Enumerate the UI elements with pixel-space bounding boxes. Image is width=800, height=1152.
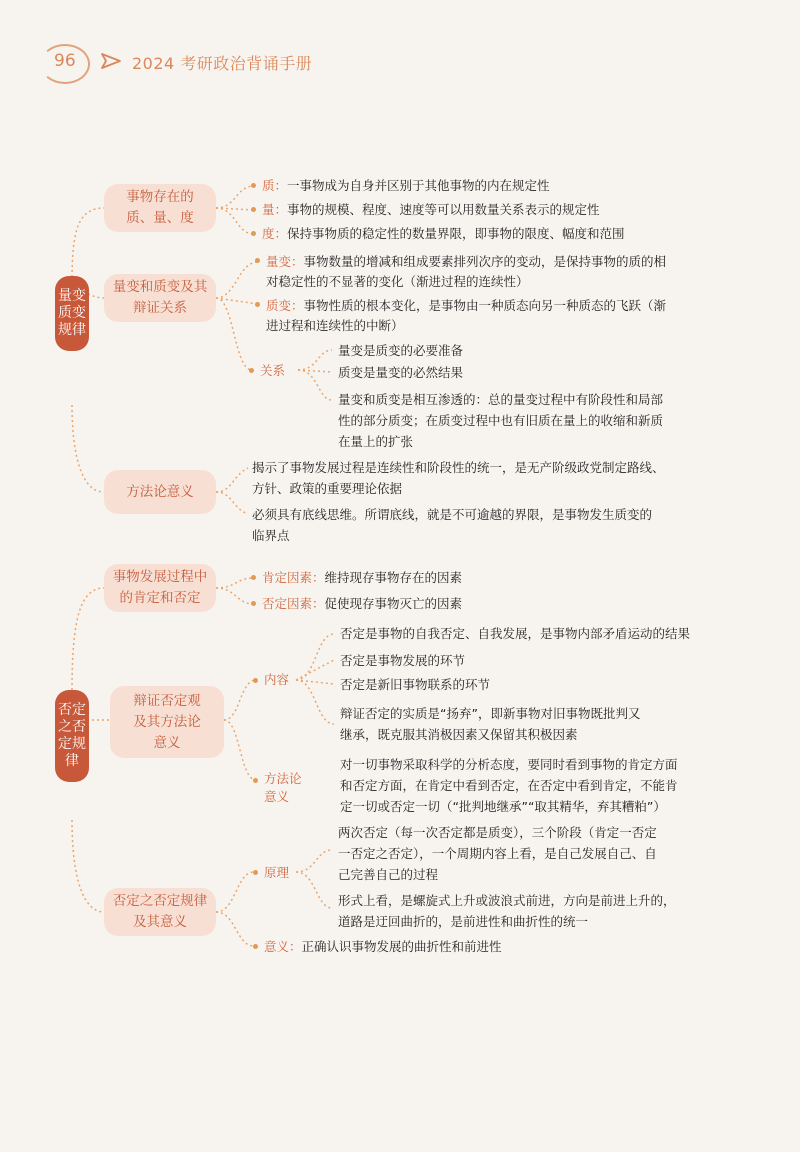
content-long-line: 辩证否定的实质是“扬弃”，即新事物对旧事物既批判又 [340,706,641,721]
item-degree: 度：保持事物质的稳定性的数量界限，即事物的限度、幅度和范围 [262,226,625,241]
method-line: 和否定方面，在肯定中看到否定，在否定中看到肯定，不能肯 [340,778,678,793]
content-long-line: 继承，既克服其消极因素又保留其积极因素 [340,727,578,742]
principle-line: 形式上看，是螺旋式上升或波浪式前进，方向是前进上升的， [338,893,676,908]
section-root-quality-quantity: 量变质变规律 [55,276,89,351]
book-title: 2024 考研政治背诵手册 [132,54,313,73]
branch-affirmation-negation: 事物发展过程中的肯定和否定 [104,564,216,612]
bullet-dot [255,258,260,263]
relation-long-line: 量变和质变是相互渗透的：总的量变过程中有阶段性和局部 [338,392,664,407]
label-principle: 原理 [264,865,290,880]
item-quality: 质：一事物成为自身并区别于其他事物的内在规定性 [262,178,550,193]
branch-negation-of-negation-law: 否定之否定规律及其意义 [104,888,216,936]
bullet-dot [255,302,260,307]
principle-line: 两次否定（每一次否定都是质变），三个阶段（肯定一否定 [338,825,657,840]
item-negative-factor: 否定因素：促使现存事物灭亡的因素 [262,596,463,611]
bullet-dot [251,575,256,580]
bullet-dot [251,207,256,212]
principle-line: 己完善自己的过程 [338,867,439,882]
method-line: 定一切或否定一切（“批判地继承”“取其精华，弃其糟粕”） [340,799,666,814]
methodology-text: 临界点 [252,528,290,543]
content-item: 否定是新旧事物联系的环节 [340,677,491,692]
item-meaning: 意义：正确认识事物发展的曲折性和前进性 [264,939,502,954]
bullet-dot [253,778,258,783]
item-quantitative-change-line2: 对稳定性的不显著的变化（渐进过程的连续性） [266,274,529,289]
branch-dialectical-negation: 辩证否定观及其方法论意义 [110,686,224,758]
item-qualitative-change-line2: 进过程和连续性的中断） [266,318,404,333]
page-number: 96 [54,51,76,71]
content-item: 否定是事物发展的环节 [340,653,466,668]
methodology-text: 方针、政策的重要理论依据 [252,481,403,496]
content-item: 否定是事物的自我否定、自我发展，是事物内部矛盾运动的结果 [340,626,691,641]
bullet-dot [251,183,256,188]
relation-long-line: 在量上的扩张 [338,434,414,449]
paper-plane-icon [100,50,122,72]
item-affirmative-factor: 肯定因素：维持现存事物存在的因素 [262,570,463,585]
branch-quality-quantity-degree: 事物存在的质、量、度 [104,184,216,232]
relation-item: 质变是量变的必然结果 [338,365,464,380]
item-qualitative-change: 质变：事物性质的根本变化，是事物由一种质态向另一种质态的飞跃（渐 [266,298,667,313]
bullet-dot [249,368,254,373]
bullet-dot [253,944,258,949]
branch-quantitative-qualitative-change: 量变和质变及其辩证关系 [104,274,216,322]
bullet-dot [253,870,258,875]
label-relation: 关系 [260,363,286,378]
methodology-text: 揭示了事物发展过程是连续性和阶段性的统一，是无产阶级政党制定路线、 [252,460,665,475]
bullet-dot [251,601,256,606]
branch-methodology: 方法论意义 [104,470,216,514]
methodology-text: 必须具有底线思维。所谓底线，就是不可逾越的界限，是事物发生质变的 [252,507,653,522]
label-methodology-significance: 方法论意义 [264,771,302,804]
relation-long-line: 性的部分质变；在质变过程中也有旧质在量上的收缩和新质 [338,413,664,428]
relation-item: 量变是质变的必要准备 [338,343,464,358]
principle-line: 一否定之否定），一个周期内容上看，是自己发展自己、自 [338,846,657,861]
bullet-dot [251,231,256,236]
principle-line: 道路是迂回曲折的，是前进性和曲折性的统一 [338,914,589,929]
item-quantity: 量：事物的规模、程度、速度等可以用数量关系表示的规定性 [262,202,600,217]
bullet-dot [253,678,258,683]
section-root-negation-of-negation: 否定之否定规律 [55,690,89,782]
item-quantitative-change: 量变：事物数量的增减和组成要素排列次序的变动，是保持事物的质的相 [266,254,667,269]
label-content: 内容 [264,672,290,687]
method-line: 对一切事物采取科学的分析态度，要同时看到事物的肯定方面 [340,757,678,772]
